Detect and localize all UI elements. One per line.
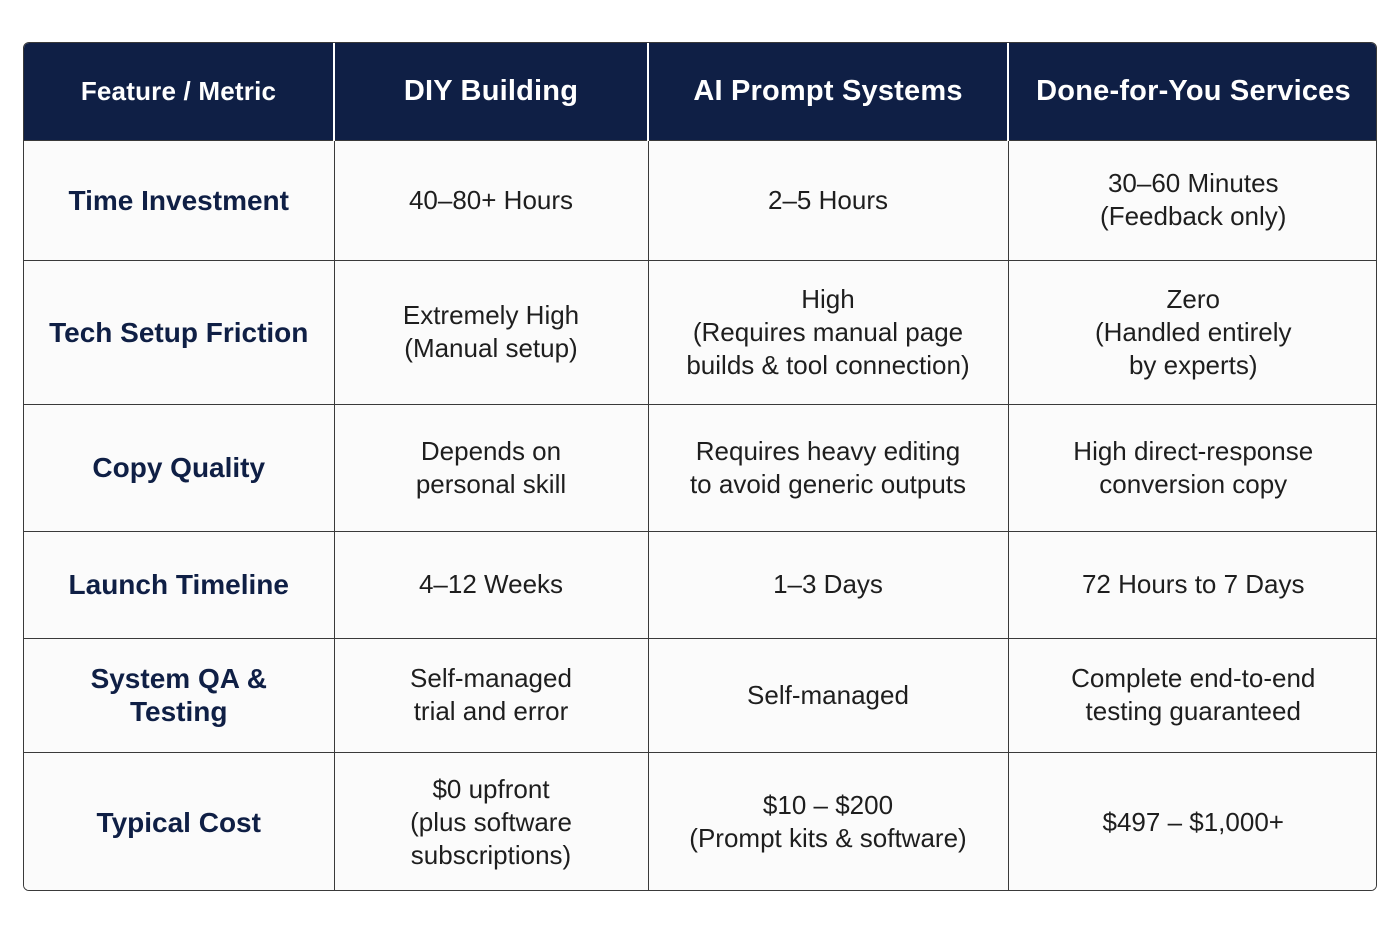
- comparison-table-container: [23, 42, 1377, 891]
- cell-line: to avoid generic outputs: [689, 468, 967, 499]
- header-ai-prompt-systems: AI Prompt Systems: [648, 43, 1008, 140]
- table-row: [24, 404, 1377, 531]
- metric-label: System QA & Testing: [24, 638, 334, 752]
- cell-line: High: [801, 283, 855, 314]
- table-row: [24, 752, 1377, 891]
- dfy-cell: [1008, 638, 1377, 752]
- metric-label: Time Investment: [24, 140, 334, 260]
- dfy-cell: [1008, 404, 1377, 531]
- cell-line: $0 upfront: [432, 773, 550, 804]
- diy-cell: [334, 638, 648, 752]
- cell-line: (plus software: [410, 806, 572, 837]
- cell-line: Self-managed: [410, 663, 572, 693]
- comparison-table: [24, 43, 1377, 891]
- cell-line: (Feedback only): [1100, 201, 1287, 231]
- table-row: [24, 531, 1377, 638]
- cell-line: High direct-response: [1073, 435, 1314, 466]
- ai-cell: [648, 140, 1008, 260]
- header-done-for-you: Done-for-You Services: [1008, 43, 1377, 140]
- table-row: [24, 260, 1377, 404]
- cell-line: (Prompt kits & software): [689, 823, 967, 854]
- cell-line: 40–80+ Hours: [408, 184, 574, 215]
- cell-line: (Manual setup): [404, 333, 578, 363]
- table-row: [24, 140, 1377, 260]
- cell-line: Extremely High: [402, 300, 580, 330]
- ai-cell: [648, 260, 1008, 404]
- metric-label: Typical Cost: [24, 752, 334, 891]
- cell-line: trial and error: [413, 696, 569, 726]
- cell-line: builds & tool connection): [686, 349, 970, 380]
- metric-label: Copy Quality: [24, 404, 334, 531]
- cell-line: 30–60 Minutes: [1107, 168, 1279, 198]
- cell-line: 1–3 Days: [773, 569, 883, 599]
- cell-line: (Handled entirely: [1094, 316, 1292, 347]
- cell-line: personal skill: [415, 468, 567, 499]
- diy-cell: [334, 404, 648, 531]
- cell-line: conversion copy: [1099, 468, 1288, 499]
- cell-line: $497 – $1,000+: [1102, 806, 1284, 837]
- metric-label: Launch Timeline: [24, 531, 334, 638]
- header-feature-metric: Feature / Metric: [24, 43, 334, 140]
- cell-line: Complete end-to-end: [1071, 663, 1316, 693]
- dfy-cell: [1008, 531, 1377, 638]
- cell-line: by experts): [1128, 349, 1258, 380]
- cell-line: subscriptions): [410, 839, 572, 870]
- header-diy-building: DIY Building: [334, 43, 648, 140]
- dfy-cell: [1008, 140, 1377, 260]
- cell-line: 4–12 Weeks: [418, 569, 564, 599]
- cell-line: $10 – $200: [762, 790, 894, 821]
- cell-line: Zero: [1166, 283, 1220, 314]
- table-row: [24, 638, 1377, 752]
- dfy-cell: [1008, 752, 1377, 891]
- diy-cell: [334, 140, 648, 260]
- diy-cell: [334, 531, 648, 638]
- ai-cell: [648, 531, 1008, 638]
- header-row: [24, 43, 1377, 140]
- cell-line: Requires heavy editing: [695, 435, 961, 466]
- cell-line: Self-managed: [747, 679, 909, 710]
- ai-cell: [648, 638, 1008, 752]
- cell-line: Depends on: [420, 435, 562, 466]
- cell-line: (Requires manual page: [692, 316, 964, 347]
- diy-cell: [334, 260, 648, 404]
- cell-line: testing guaranteed: [1085, 696, 1301, 726]
- metric-label: Tech Setup Friction: [24, 260, 334, 404]
- cell-line: 72 Hours to 7 Days: [1081, 569, 1305, 599]
- ai-cell: [648, 752, 1008, 891]
- dfy-cell: [1008, 260, 1377, 404]
- diy-cell: [334, 752, 648, 891]
- cell-line: 2–5 Hours: [768, 184, 888, 215]
- ai-cell: [648, 404, 1008, 531]
